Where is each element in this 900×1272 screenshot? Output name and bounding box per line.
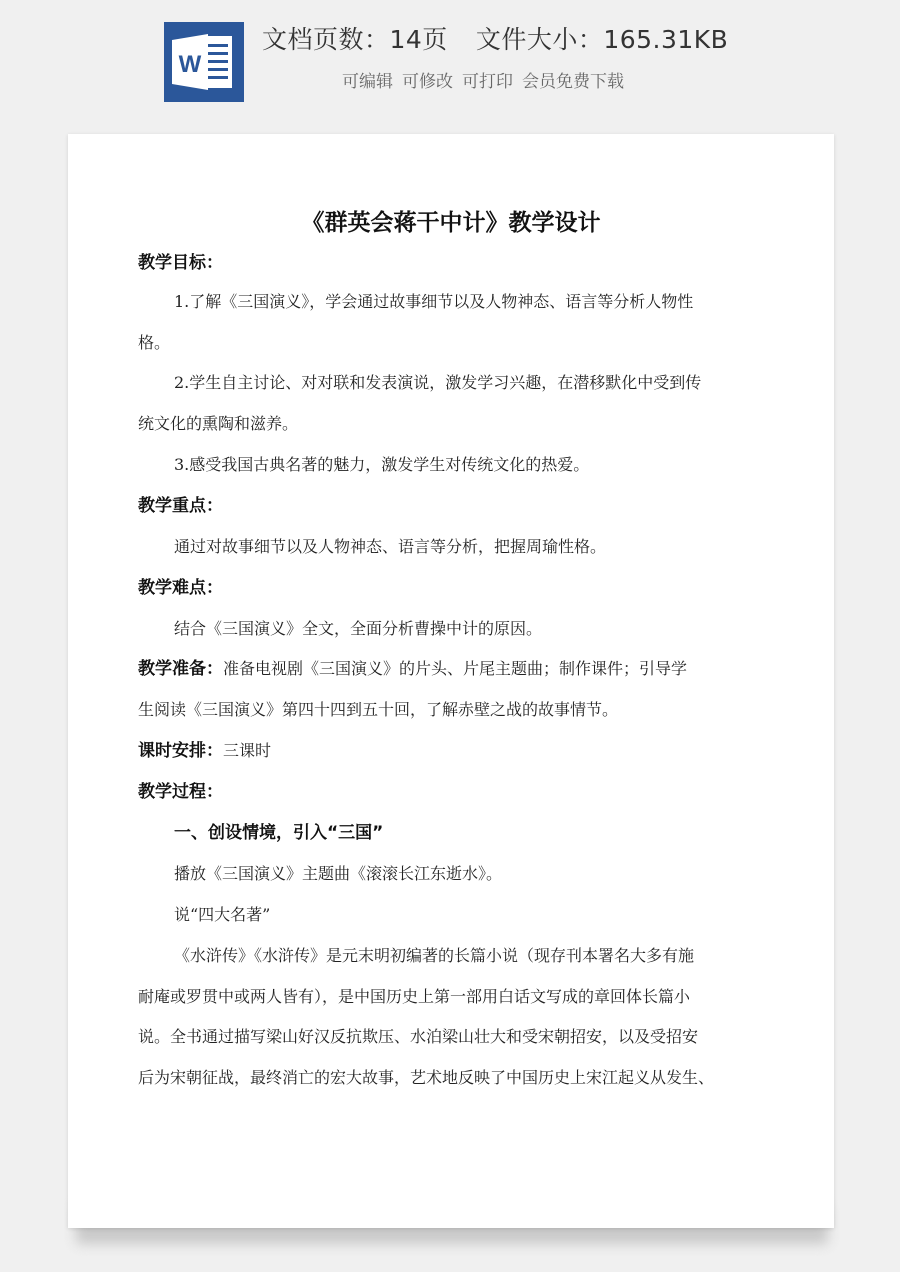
play-theme-song: 播放《三国演义》主题曲《滚滚长江东逝水》。	[174, 864, 503, 883]
goal-2-line-2: 统文化的熏陶和滋养。	[138, 414, 299, 433]
feature-modifiable: 可修改	[402, 72, 453, 92]
preparation-line-2: 生阅读《三国演义》第四十四到五十回，了解赤壁之战的故事情节。	[138, 700, 619, 719]
four-classics: 说“四大名著”	[174, 905, 271, 924]
shuihu-line-1: 《水浒传》《水浒传》是元末明初编著的长篇小说（现存刊本署名大多有施	[174, 946, 695, 965]
goal-1-line-2: 格。	[138, 333, 171, 352]
section-1-heading: 一、创设情境，引入“三国”	[174, 823, 384, 843]
shuihu-line-4: 后为宋朝征战，最终消亡的宏大故事，艺术地反映了中国历史上宋江起义从发生、	[138, 1068, 715, 1087]
goals-heading: 教学目标：	[138, 253, 223, 273]
key-points-heading: 教学重点：	[138, 496, 223, 516]
schedule-text: 三课时	[223, 741, 272, 760]
feature-free-download: 会员免费下载	[522, 72, 624, 92]
difficulty-heading: 教学难点：	[138, 578, 223, 598]
feature-printable: 可打印	[462, 72, 513, 92]
feature-list	[342, 67, 633, 92]
file-size: 文件大小：165.31KB	[475, 25, 729, 54]
schedule-line	[138, 740, 768, 762]
feature-editable: 可编辑	[342, 72, 393, 92]
preparation-text-1: 准备电视剧《三国演义》的片头、片尾主题曲；制作课件；引导学	[223, 659, 688, 678]
page-count: 文档页数：14页	[262, 25, 448, 54]
preparation-heading: 教学准备：	[138, 659, 223, 679]
goal-1-line-1: 1.了解《三国演义》，学会通过故事细节以及人物神态、语言等分析人物性	[174, 292, 694, 311]
download-header	[0, 0, 900, 115]
goal-2-line-1: 2.学生自主讨论、对对联和发表演说，激发学习兴趣，在潜移默化中受到传	[174, 373, 702, 392]
process-heading: 教学过程：	[138, 782, 223, 802]
difficulty-text: 结合《三国演义》全文，全面分析曹操中计的原因。	[174, 619, 543, 638]
preparation-line-1	[138, 658, 768, 680]
goal-3: 3.感受我国古典名著的魅力，激发学生对传统文化的热爱。	[174, 455, 590, 474]
key-points-text: 通过对故事细节以及人物神态、语言等分析，把握周瑜性格。	[174, 537, 607, 556]
document-title: 《群英会蒋干中计》教学设计	[301, 210, 601, 236]
word-doc-icon	[164, 22, 244, 102]
schedule-heading: 课时安排：	[138, 741, 223, 761]
document-page	[68, 134, 834, 1228]
shuihu-line-3: 说。全书通过描写梁山好汉反抗欺压、水泊梁山壮大和受宋朝招安，以及受招安	[138, 1027, 699, 1046]
svg-text:W: W	[178, 51, 202, 78]
file-info	[262, 20, 728, 56]
shuihu-line-2: 耐庵或罗贯中或两人皆有），是中国历史上第一部用白话文写成的章回体长篇小	[138, 987, 691, 1006]
